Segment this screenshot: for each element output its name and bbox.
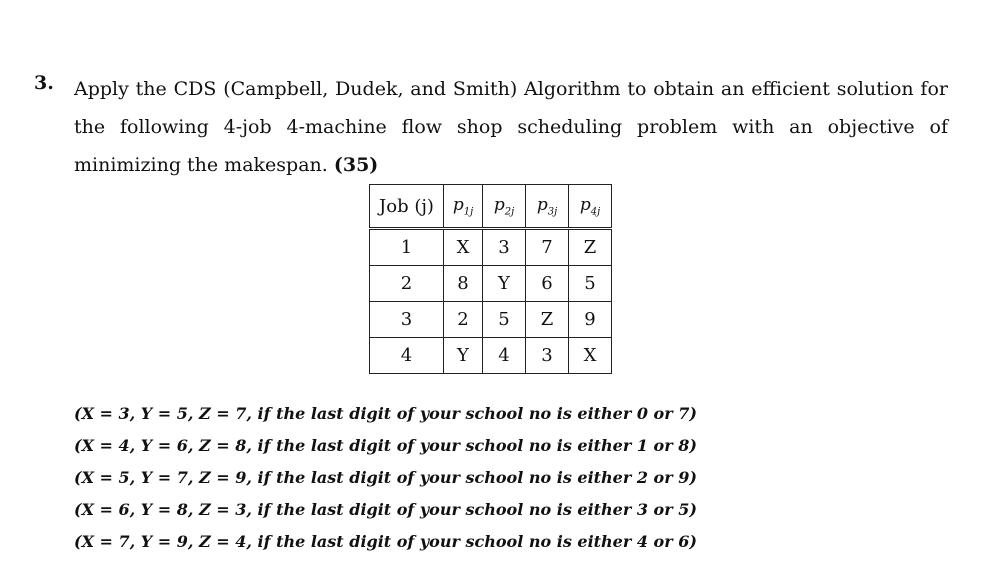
table-row: [370, 338, 612, 374]
table-row: [370, 302, 612, 338]
time-cell: 3: [526, 338, 569, 374]
processing-times-table: [369, 184, 612, 374]
header-p1j: $p_{1j}$: [444, 185, 483, 229]
condition-line: (X = 3, Y = 5, Z = 7, if the last digit of your school no is either 0 or 7): [74, 404, 697, 423]
time-cell: Z: [526, 302, 569, 338]
time-cell: 5: [569, 266, 612, 302]
variable-conditions: [74, 398, 697, 558]
condition-line: (X = 5, Y = 7, Z = 9, if the last digit of your school no is either 2 or 9): [74, 468, 697, 487]
time-cell: Y: [444, 338, 483, 374]
question-text: [74, 70, 948, 184]
time-cell: 6: [526, 266, 569, 302]
table-row: [370, 266, 612, 302]
time-cell: 9: [569, 302, 612, 338]
time-cell: 8: [444, 266, 483, 302]
header-p4j: $p_{4j}$: [569, 185, 612, 229]
job-cell: 2: [370, 266, 444, 302]
time-cell: 4: [483, 338, 526, 374]
question-marks: (35): [333, 154, 379, 176]
condition-line: (X = 6, Y = 8, Z = 3, if the last digit of your school no is either 3 or 5): [74, 500, 697, 519]
time-cell: 2: [444, 302, 483, 338]
time-cell: Z: [569, 229, 612, 266]
time-cell: Y: [483, 266, 526, 302]
header-p3j: $p_{3j}$: [526, 185, 569, 229]
table-row: [370, 229, 612, 266]
time-cell: 7: [526, 229, 569, 266]
time-cell: X: [569, 338, 612, 374]
job-cell: 3: [370, 302, 444, 338]
job-cell: 1: [370, 229, 444, 266]
time-cell: 3: [483, 229, 526, 266]
condition-line: (X = 7, Y = 9, Z = 4, if the last digit of your school no is either 4 or 6): [74, 532, 697, 551]
header-job: Job (j): [370, 185, 444, 229]
time-cell: X: [444, 229, 483, 266]
header-p2j: $p_{2j}$: [483, 185, 526, 229]
question-body: Apply the CDS (Campbell, Dudek, and Smith) Algorithm to obtain an efficient solution for the following 4-job 4-machine flow shop scheduling problem with an objective of minimizing the makespan.: [74, 78, 948, 176]
job-cell: 4: [370, 338, 444, 374]
table-header-row: [370, 185, 612, 229]
time-cell: 5: [483, 302, 526, 338]
condition-line: (X = 4, Y = 6, Z = 8, if the last digit of your school no is either 1 or 8): [74, 436, 697, 455]
question-number: 3.: [34, 72, 54, 94]
